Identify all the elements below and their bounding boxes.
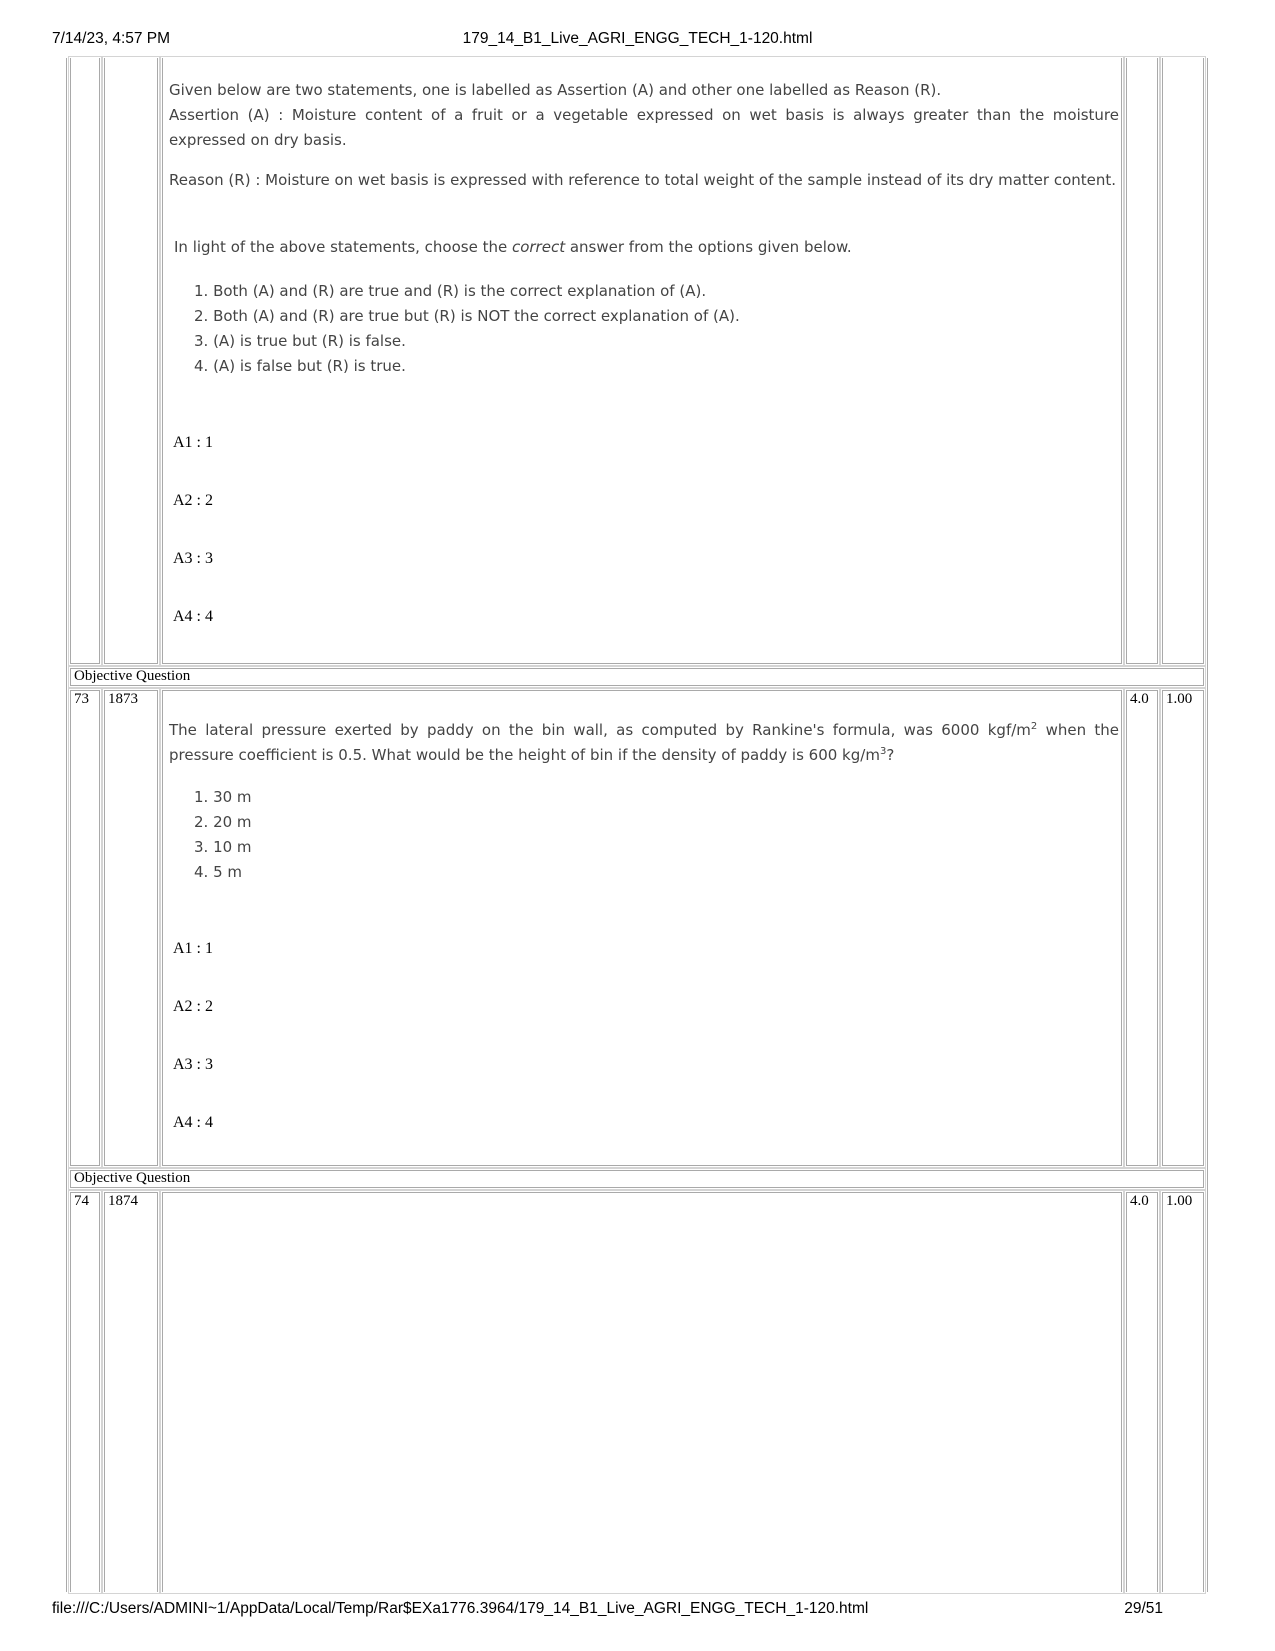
page-number: 29/51 [1124,1600,1163,1617]
q72-answer-1: A1 : 1 [173,434,213,451]
file-path: file:///C:/Users/ADMINI~1/AppData/Local/Temp/Rar$EXa1776.3964/179_14_B1_Live_AGRI_ENGG_TECH_1-120.html [52,1600,869,1617]
q72-option: 3. (A) is true but (R) is false. [194,332,406,350]
table-outer-frame [66,58,1208,1592]
q72-answer-3: A3 : 3 [173,550,213,567]
q74-negative-marks: 1.00 [1166,1193,1193,1209]
section-label: Objective Question [74,1170,191,1186]
q72-option: 4. (A) is false but (R) is true. [194,357,406,375]
q73-negative-marks: 1.00 [1166,691,1193,707]
q74-number: 74 [74,1193,89,1209]
q72-assertion: Assertion (A) : Moisture content of a fruit or a vegetable expressed on wet basis is always greater than the moisture expressed on dry basis. [169,106,1119,149]
q72-option: 1. Both (A) and (R) are true and (R) is the correct explanation of (A). [194,282,707,300]
q73-option: 1. 30 m [194,788,252,806]
q72-answer-2: A2 : 2 [173,492,213,509]
q73-number: 73 [74,691,89,707]
q74-marks: 4.0 [1130,1193,1149,1209]
q73-answer-2: A2 : 2 [173,998,213,1015]
q73-option: 2. 20 m [194,813,252,831]
q73-answer-4: A4 : 4 [173,1114,213,1131]
q72-instruction: In light of the above statements, choose the correct answer from the options given below. [174,238,852,256]
q73-question-id: 1873 [108,691,138,707]
q72-option: 2. Both (A) and (R) are true but (R) is NOT the correct explanation of (A). [194,307,740,325]
q73-question-text: The lateral pressure exerted by paddy on the bin wall, as computed by Rankine's formula, was 6000 kgf/$m^2$ when the pressure coefficient is 0.5. What would be the height of bin if the density of paddy is 600 $kg/m^3$? [169,721,1119,764]
q73-marks: 4.0 [1130,691,1149,707]
q74-question-id: 1874 [108,1193,138,1209]
section-label: Objective Question [74,668,191,684]
document-title: 179_14_B1_Live_AGRI_ENGG_TECH_1-120.html [462,30,813,47]
q73-answer-3: A3 : 3 [173,1056,213,1073]
q73-option: 3. 10 m [194,838,252,856]
q72-intro: Given below are two statements, one is labelled as Assertion (A) and other one labelled as Reason (R). [169,81,942,99]
q72-reason: Reason (R) : Moisture on wet basis is expressed with reference to total weight of the sample instead of its dry matter content. [169,171,1117,189]
q73-answer-1: A1 : 1 [173,940,213,957]
print-datetime: 7/14/23, 4:57 PM [52,30,171,47]
q72-answer-4: A4 : 4 [173,608,213,625]
q73-option: 4. 5 m [194,863,243,881]
